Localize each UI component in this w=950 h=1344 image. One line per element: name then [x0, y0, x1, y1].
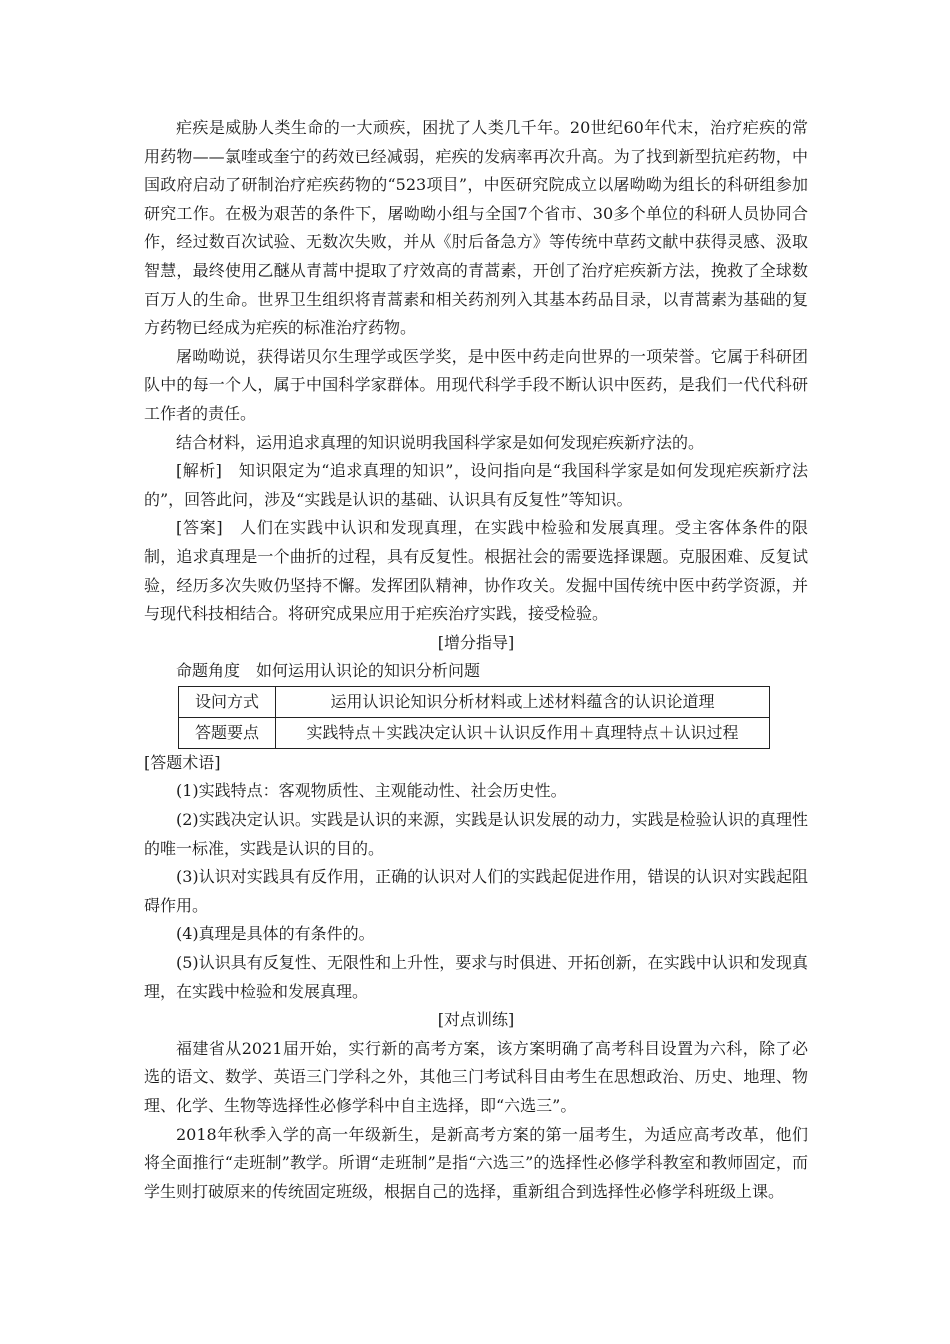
training-paragraph-1: 福建省从2021届开始，实行新的高考方案，该方案明确了高考科目设置为六科，除了必选的语文、数学、英语三门学科之外，其他三门考试科目由考生在思想政治、历史、地理、物理、化学、生物等选择性必修学科中自主选择，即“六选三”。 [144, 1038, 808, 1115]
term-item: (5)认识具有反复性、无限性和上升性，要求与时俱进、开拓创新，在实践中认识和发现真理，在实践中检验和发展真理。 [144, 953, 808, 1001]
training-paragraph-2: 2018年秋季入学的高一年级新生，是新高考方案的第一届考生，为适应高考改革，他们将全面推行“走班制”教学。所谓“走班制”是指“六选三”的选择性必修学科教室和教师固定，而学生则打破原来的传统固定班级，根据自己的选择，重新组合到选择性必修学科班级上课。 [144, 1124, 808, 1201]
answer-text: [答案] 人们在实践中认识和发现真理，在实践中检验和发展真理。受主客体条件的限制，追求真理是一个曲折的过程，具有反复性。根据社会的需要选择课题。克服困难、反复试验，经历多次失败仍坚持不懈。发挥团队精神，协作攻关。发掘中国传统中医中药学资源，并与现代科技相结合。将研究成果应用于疟疾治疗实践，接受检验。 [144, 518, 808, 624]
training-heading: [对点训练] [437, 1010, 515, 1030]
terms-heading: [答题术语] [144, 752, 221, 772]
question-text: 结合材料，运用追求真理的知识说明我国科学家是如何发现疟疾新疗法的。 [176, 432, 705, 452]
table-value-cell: 实践特点＋实践决定认识＋认识反作用＋真理特点＋认识过程 [276, 717, 770, 748]
term-item: (4)真理是具体的有条件的。 [176, 924, 375, 944]
guide-angle: 命题角度 如何运用认识论的知识分析问题 [176, 661, 481, 681]
table-key-cell: 设问方式 [179, 686, 276, 717]
term-item: (3)认识对实践具有反作用，正确的认识对人们的实践起促进作用，错误的认识对实践起阻碍作用。 [144, 867, 808, 915]
analysis-text: [解析] 知识限定为“追求真理的知识”，设问指向是“我国科学家是如何发现疟疾新疗法的”，回答此问，涉及“实践是认识的基础、认识具有反复性”等知识。 [144, 461, 808, 509]
term-item: (1)实践特点：客观物质性、主观能动性、社会历史性。 [176, 781, 567, 801]
table-row [179, 686, 770, 717]
document-page [144, 114, 808, 1206]
table-key-cell: 答题要点 [179, 717, 276, 748]
guide-heading: [增分指导] [437, 632, 515, 652]
material-paragraph-1: 疟疾是威胁人类生命的一大顽疾，困扰了人类几千年。20世纪60年代末，治疗疟疾的常用药物——氯喹或奎宁的药效已经减弱，疟疾的发病率再次升高。为了找到新型抗疟药物，中国政府启动了研制治疗疟疾药物的“523项目”，中医研究院成立以屠呦呦为组长的科研组参加研究工作。在极为艰苦的条件下，屠呦呦小组与全国7个省市、30多个单位的科研人员协同合作，经过数百次试验、无数次失败，并从《肘后备急方》等传统中草药文献中获得灵感、汲取智慧，最终使用乙醚从青蒿中提取了疗效高的青蒿素，开创了治疗疟疾新方法，挽救了全球数百万人的生命。世界卫生组织将青蒿素和相关药剂列入其基本药品目录，以青蒿素为基础的复方药物已经成为疟疾的标准治疗药物。 [144, 118, 808, 338]
material-paragraph-2: 屠呦呦说，获得诺贝尔生理学或医学奖，是中医中药走向世界的一项荣誉。它属于科研团队中的每一个人，属于中国科学家群体。用现代科学手段不断认识中医药，是我们一代代科研工作者的责任。 [144, 346, 808, 423]
table-value-cell: 运用认识论知识分析材料或上述材料蕴含的认识论道理 [276, 686, 770, 717]
table-row [179, 717, 770, 748]
guide-table [178, 686, 770, 749]
term-item: (2)实践决定认识。实践是认识的来源，实践是认识发展的动力，实践是检验认识的真理性的唯一标准，实践是认识的目的。 [144, 810, 808, 858]
